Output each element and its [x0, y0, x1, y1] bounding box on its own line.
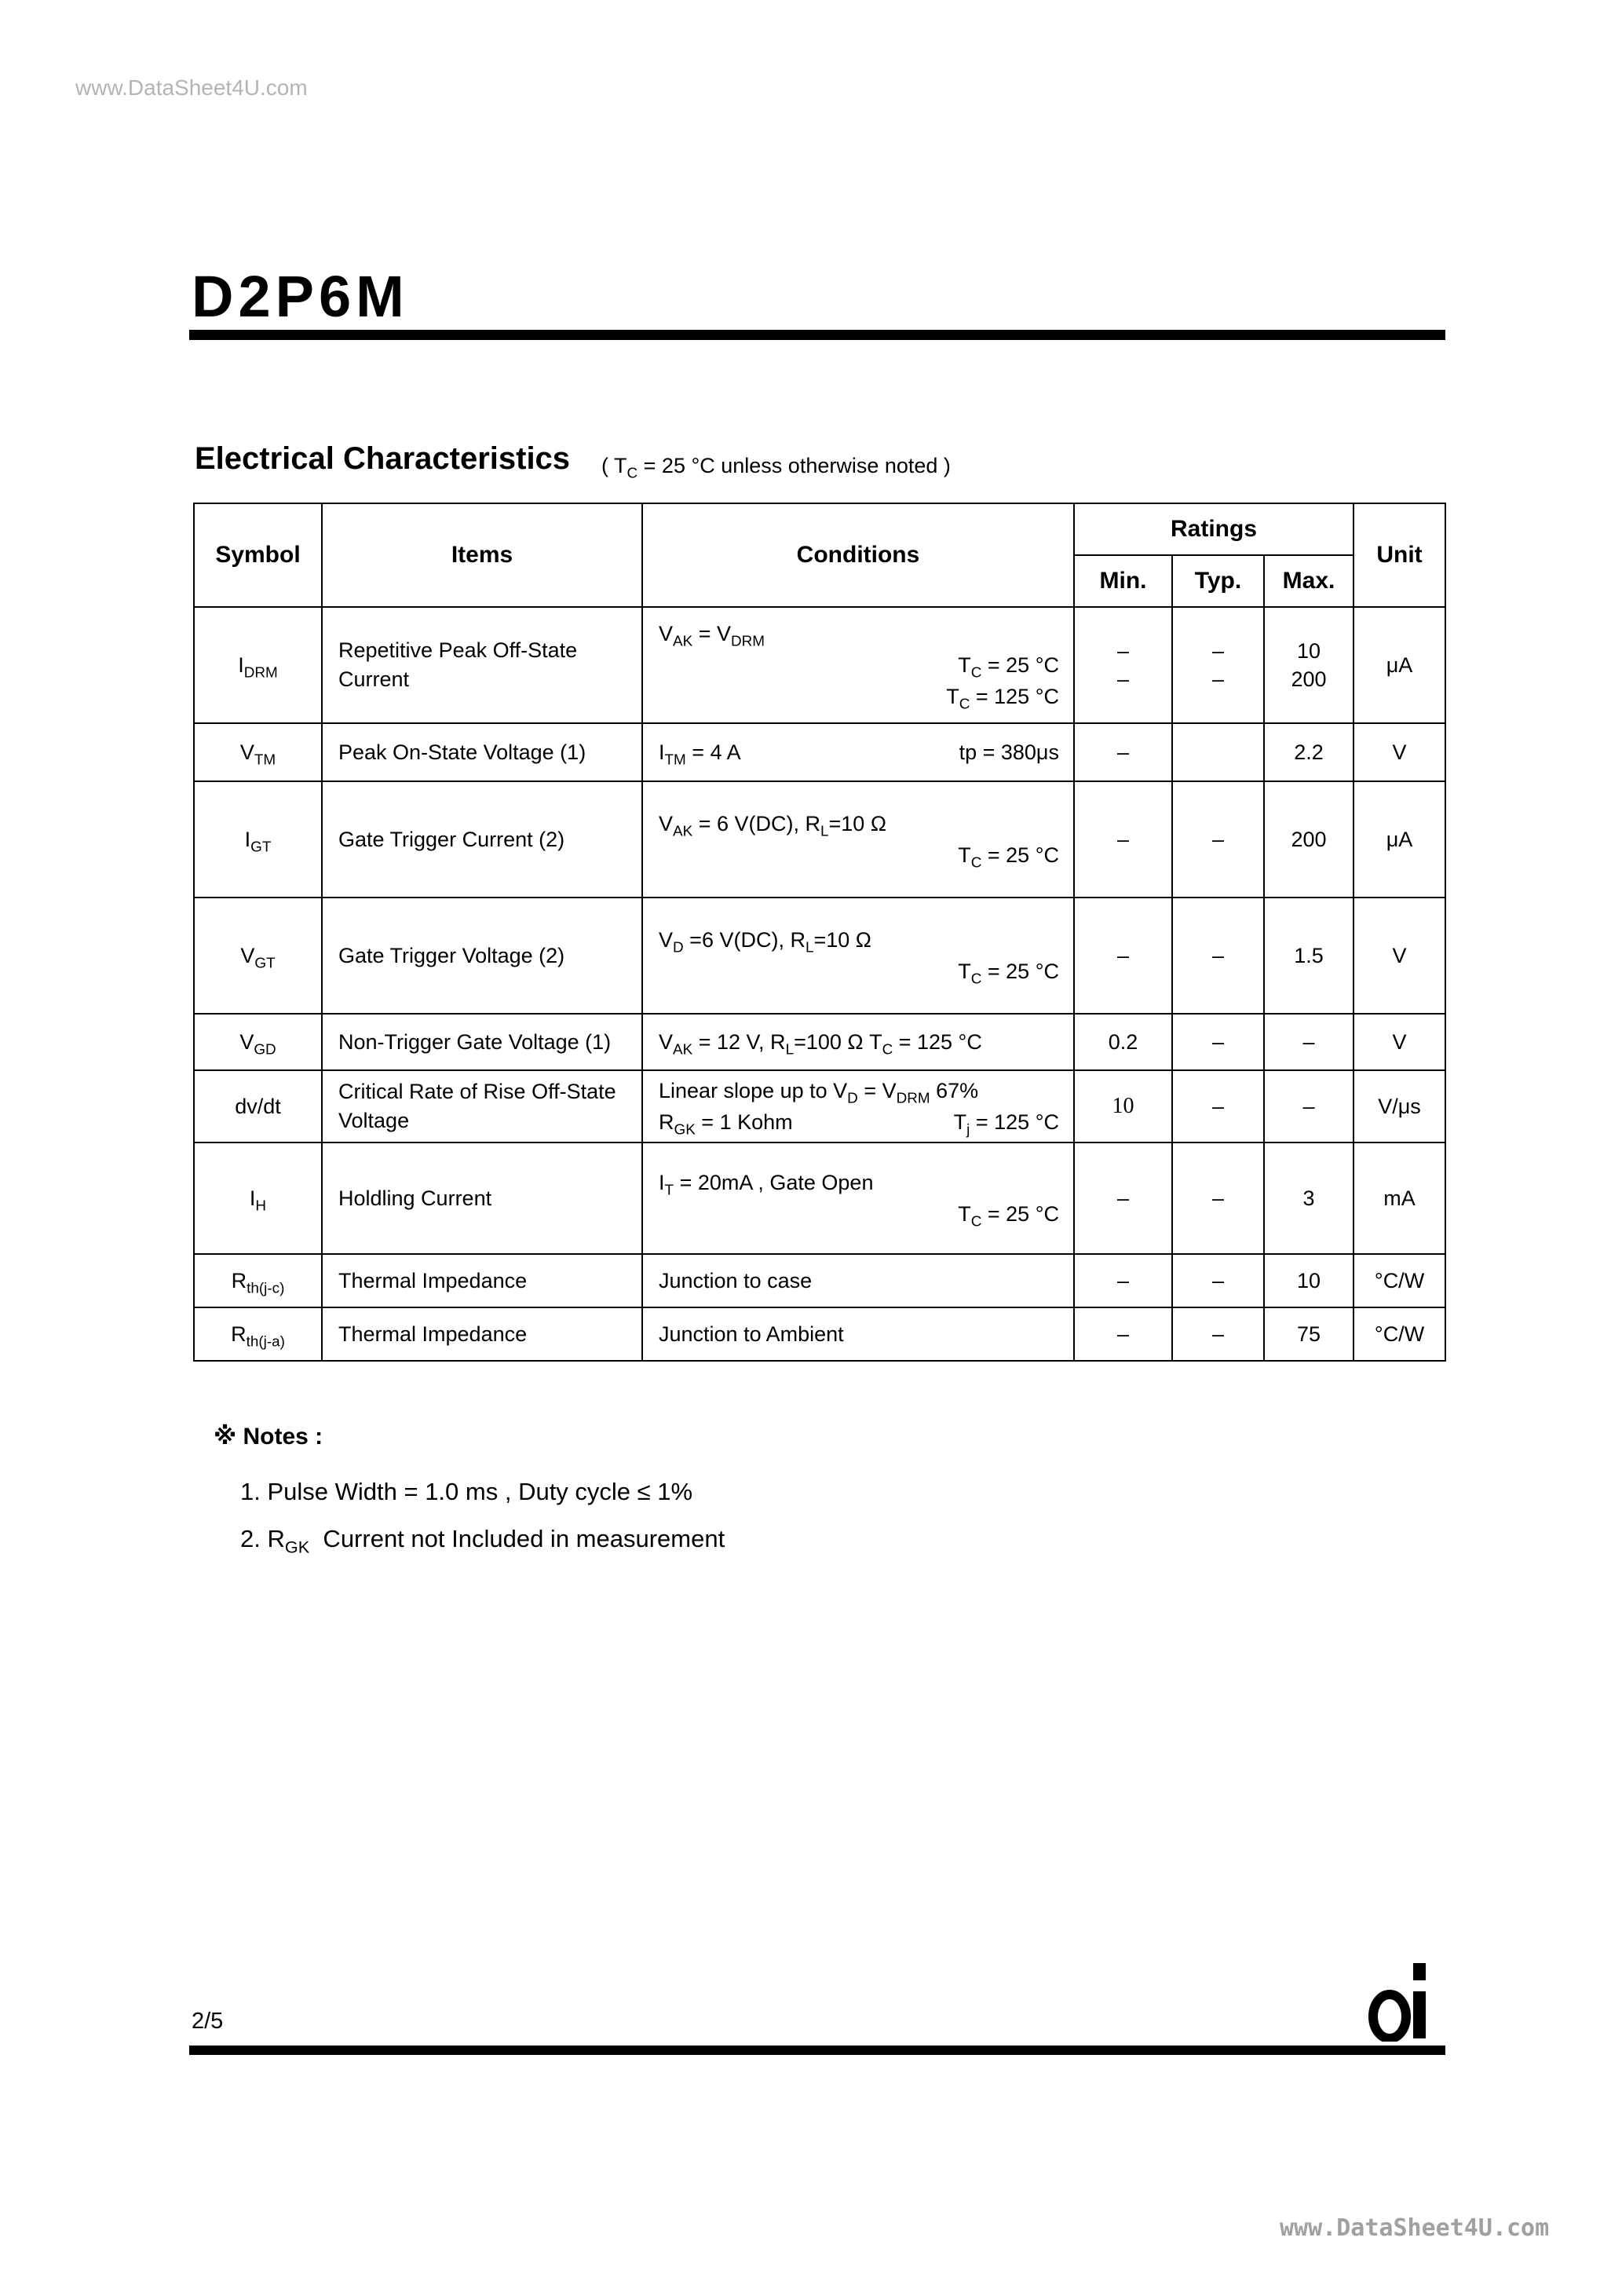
cell-unit: V/μs [1353, 1070, 1445, 1143]
cell-unit: mA [1353, 1143, 1445, 1254]
table-row [194, 1014, 1445, 1070]
note-1: 1. Pulse Width = 1.0 ms , Duty cycle ≤ 1% [240, 1478, 693, 1505]
section-title: Electrical Characteristics [195, 441, 571, 476]
header-unit: Unit [1353, 503, 1445, 607]
cell-item: Thermal Impedance [322, 1254, 642, 1307]
table-row [194, 898, 1445, 1014]
table-row [194, 1307, 1445, 1361]
cell-max: – [1264, 1014, 1353, 1070]
cell-max: 10 [1264, 1254, 1353, 1307]
electrical-characteristics-table [193, 503, 1446, 1362]
cell-conditions: Junction to case [642, 1254, 1074, 1307]
cell-max: 3 [1264, 1143, 1353, 1254]
cell-unit: V [1353, 898, 1445, 1014]
footer-rule [189, 2046, 1445, 2055]
cell-min: 0.2 [1074, 1014, 1172, 1070]
section-condition-note: ( $T_C = 25$ °C unless otherwise noted ) [601, 454, 951, 482]
cell-symbol: $I_{DRM}$ [194, 607, 322, 723]
cell-item: Holdling Current [322, 1143, 642, 1254]
cell-symbol: $V_{GD}$ [194, 1014, 322, 1070]
cell-conditions: $V_{AK} = 12$ V, $R_L=100$ Ω $T_C = 125$ °C [642, 1014, 1074, 1070]
part-number-title: D2P6M [192, 264, 409, 329]
cell-max: 200 [1264, 781, 1353, 898]
cell-typ: – [1172, 1254, 1264, 1307]
cell-min: 10 [1074, 1070, 1172, 1143]
cell-item: Peak On-State Voltage (1) [322, 723, 642, 781]
cell-symbol: $R_{th(j-c)}$ [194, 1254, 322, 1307]
cell-conditions: $V_{AK} = 6$ V(DC), $R_L=10$ Ω $T_C = 25$ °C [642, 781, 1074, 898]
cell-min: – [1074, 723, 1172, 781]
cell-max: – [1264, 1070, 1353, 1143]
cell-unit: V [1353, 1014, 1445, 1070]
cell-max: 1.5 [1264, 898, 1353, 1014]
cell-unit: °C/W [1353, 1307, 1445, 1361]
table-row [194, 1070, 1445, 1143]
cell-typ: – [1172, 1143, 1264, 1254]
page-number: 2/5 [192, 2009, 224, 2034]
cell-unit: μA [1353, 781, 1445, 898]
table-row [194, 607, 1445, 723]
cell-typ: – [1172, 898, 1264, 1014]
cell-conditions: $V_{AK} = V_{DRM}$ $T_C = 25$ °C $T_C = 125$ °C [642, 607, 1074, 723]
cell-typ [1172, 723, 1264, 781]
cell-symbol: $R_{th(j-a)}$ [194, 1307, 322, 1361]
cell-typ: – – [1172, 607, 1264, 723]
cell-conditions: $V_D =6$ V(DC), $R_L=10$ Ω $T_C = 25$ °C [642, 898, 1074, 1014]
cell-min: – – [1074, 607, 1172, 723]
cell-min: – [1074, 1143, 1172, 1254]
cell-conditions: Junction to Ambient [642, 1307, 1074, 1361]
cell-min: – [1074, 1307, 1172, 1361]
cell-conditions: Linear slope up to $V_D = V_{DRM}$ 67% $R_{GK} = 1$ Kohm $T_j = 125$ °C [642, 1070, 1074, 1143]
cell-unit: μA [1353, 607, 1445, 723]
cell-max: 10 200 [1264, 607, 1353, 723]
note-2: 2. $R_{GK}$ Current not Included in measurement [240, 1525, 725, 1557]
header-rule [189, 330, 1445, 340]
cell-typ: – [1172, 1307, 1264, 1361]
cell-typ: – [1172, 781, 1264, 898]
cell-item: Non-Trigger Gate Voltage (1) [322, 1014, 642, 1070]
header-ratings: Ratings [1074, 503, 1353, 555]
cell-max: 75 [1264, 1307, 1353, 1361]
header-items: Items [322, 503, 642, 607]
cell-conditions: $I_{TM} = 4$ A tp = 380μs [642, 723, 1074, 781]
cell-min: – [1074, 781, 1172, 898]
cell-typ: – [1172, 1070, 1264, 1143]
cell-symbol: $V_{GT}$ [194, 898, 322, 1014]
watermark-bottom: www.DataSheet4U.com [1280, 2214, 1550, 2242]
cell-min: – [1074, 1254, 1172, 1307]
cell-item: Thermal Impedance [322, 1307, 642, 1361]
cell-item: Gate Trigger Current (2) [322, 781, 642, 898]
cell-unit: V [1353, 723, 1445, 781]
cell-symbol: $I_{GT}$ [194, 781, 322, 898]
cell-item: Repetitive Peak Off-State Current [322, 607, 642, 723]
cell-symbol: dv/dt [194, 1070, 322, 1143]
cell-min: – [1074, 898, 1172, 1014]
cell-symbol: $I_H$ [194, 1143, 322, 1254]
cell-unit: °C/W [1353, 1254, 1445, 1307]
header-conditions: Conditions [642, 503, 1074, 607]
watermark-top: www.DataSheet4U.com [75, 75, 308, 100]
table-row [194, 1254, 1445, 1307]
cell-symbol: $V_{TM}$ [194, 723, 322, 781]
header-symbol: Symbol [194, 503, 322, 607]
company-logo [1368, 1955, 1437, 2042]
cell-typ: – [1172, 1014, 1264, 1070]
cell-item: Critical Rate of Rise Off-State Voltage [322, 1070, 642, 1143]
cell-max: 2.2 [1264, 723, 1353, 781]
header-typ: Typ. [1172, 555, 1264, 607]
table-row [194, 781, 1445, 898]
header-max: Max. [1264, 555, 1353, 607]
notes-heading: ※ Notes : [214, 1424, 323, 1450]
table-row [194, 723, 1445, 781]
header-min: Min. [1074, 555, 1172, 607]
table-row [194, 1143, 1445, 1254]
cell-conditions: $I_T = 20mA$ , Gate Open $T_C = 25$ °C [642, 1143, 1074, 1254]
cell-item: Gate Trigger Voltage (2) [322, 898, 642, 1014]
